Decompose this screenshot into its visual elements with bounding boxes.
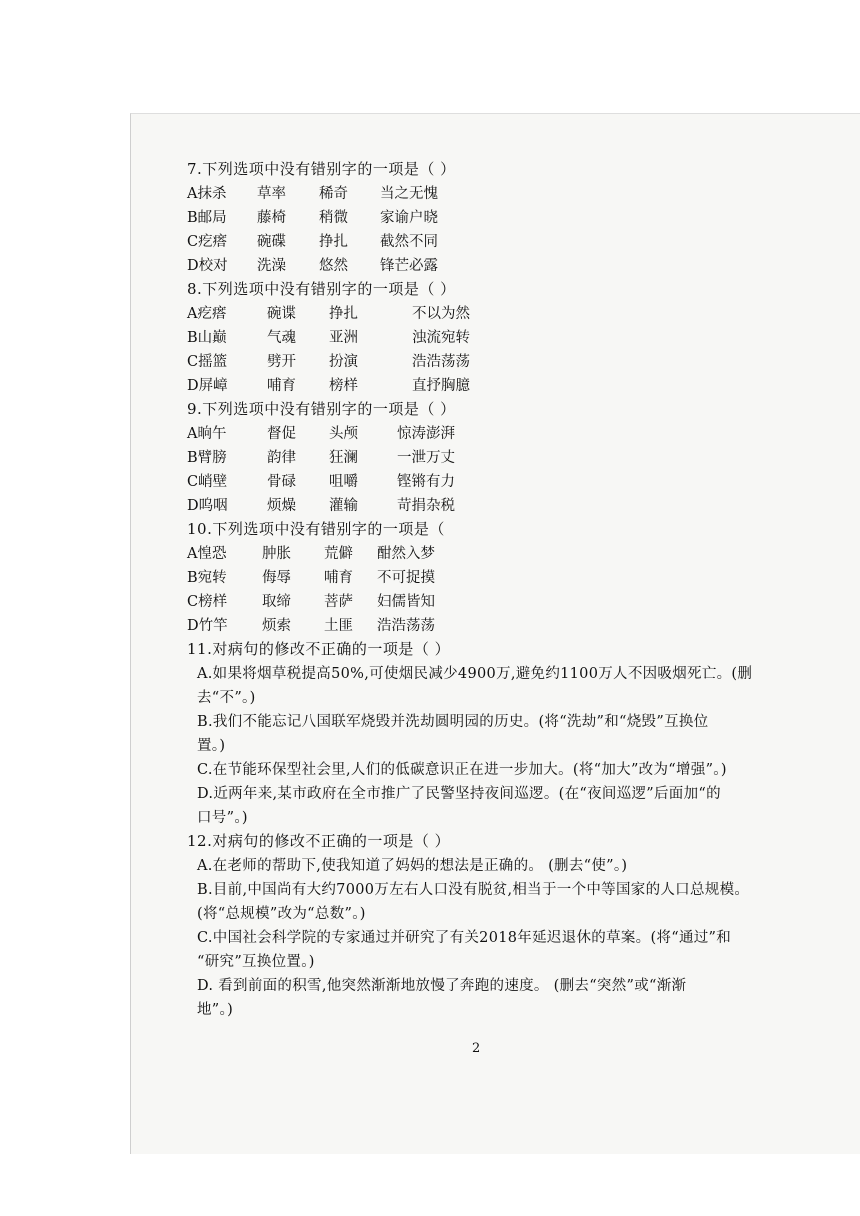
q7-d-word3: 悠然 [319,258,348,274]
q7-b-word4: 家谕户晓 [380,210,438,226]
q9-c-word3: 咀嚼 [329,474,358,490]
q10-b-word3: 哺育 [324,570,353,586]
q8-d-word4: 直抒胸臆 [412,378,470,394]
q7-d-word4: 锋芒必露 [380,258,438,274]
q9-d-word3: 灌输 [329,498,358,514]
q7-a-word2: 草率 [257,186,286,202]
q9-c-word1: C峭壁 [187,474,228,490]
page-number: 2 [472,1041,481,1056]
q9-a-word1: A晌午 [187,426,227,442]
q7-c-word1: C疙瘩 [187,234,228,250]
q8-a-word1: A疙瘩 [187,306,227,322]
q11-title: 11.对病句的修改不正确的一项是（ ） [187,640,451,658]
q10-b-word1: B宛转 [187,570,227,586]
q9-b-word4: 一泄万丈 [397,450,455,466]
q12-title: 12.对病句的修改不正确的一项是（ ） [187,832,451,850]
q8-a-word4: 不以为然 [412,306,470,322]
q10-d-word3: 土匪 [324,618,353,634]
q7-a-word3: 稀奇 [319,186,348,202]
q8-c-word3: 扮演 [329,354,358,370]
q7-b-word1: B邮局 [187,210,227,226]
q8-d-word1: D屏嶂 [187,378,228,394]
q11-option-d-line2: 口号”。) [197,810,248,826]
q10-b-word2: 侮辱 [262,570,291,586]
q9-d-word2: 烦燥 [267,498,296,514]
q10-a-word2: 肿胀 [262,546,291,562]
q7-b-word2: 藤椅 [257,210,286,226]
q8-d-word2: 哺育 [267,378,296,394]
q8-c-word1: C摇篮 [187,354,228,370]
q7-d-word2: 洗澡 [257,258,286,274]
q7-d-word1: D校对 [187,258,228,274]
q10-d-word2: 烦索 [262,618,291,634]
q10-d-word1: D竹竿 [187,618,228,634]
q10-a-word4: 酣然入梦 [377,546,435,562]
q12-option-d-line2: 地”。) [197,1002,234,1018]
q8-d-word3: 榜样 [329,378,358,394]
q10-c-word4: 妇儒皆知 [377,594,435,610]
q7-c-word2: 碗碟 [257,234,286,250]
q7-b-word3: 稍微 [319,210,348,226]
q10-a-word3: 荒僻 [324,546,353,562]
q11-option-d-line1: D.近两年来,某市政府在全市推广了民警坚持夜间巡逻。(在“夜间巡逻”后面加“的 [197,786,721,802]
q9-c-word4: 铿锵有力 [397,474,455,490]
q12-option-b-line2: (将“总规模”改为“总数”。) [197,906,366,922]
q11-option-a-line2: 去“不”。) [197,690,256,706]
q7-c-word4: 截然不同 [380,234,438,250]
q11-option-b-line2: 置。) [197,738,226,754]
q9-d-word4: 苛捐杂税 [397,498,455,514]
q7-c-word3: 挣扎 [319,234,348,250]
q12-option-c-line2: “研究”互换位置。) [197,954,315,970]
q8-b-word2: 气魂 [267,330,296,346]
q10-title: 10.下列选项中没有错别字的一项是（ [187,520,445,538]
q9-title: 9.下列选项中没有错别字的一项是（ ） [187,400,456,418]
q7-a-word4: 当之无愧 [380,186,438,202]
scanned-page [130,113,860,1154]
q9-a-word2: 督促 [267,426,296,442]
q8-b-word1: B山巅 [187,330,227,346]
q12-option-d-line1: D. 看到前面的积雪,他突然渐渐地放慢了奔跑的速度。 (删去“突然”或“渐渐 [197,978,687,994]
q9-b-word3: 狂澜 [329,450,358,466]
q8-title: 8.下列选项中没有错别字的一项是（ ） [187,280,456,298]
q11-option-b-line1: B.我们不能忘记八国联军烧毁并洗劫圆明园的历史。(将“洗劫”和“烧毁”互换位 [197,714,709,730]
q11-option-c: C.在节能环保型社会里,人们的低碳意识正在进一步加大。(将“加大”改为“增强”。) [197,762,727,778]
q10-c-word1: C榜样 [187,594,228,610]
q11-option-a-line1: A.如果将烟草税提高50%,可使烟民减少4900万,避免约1100万人不因吸烟死亡。(删 [197,666,753,682]
q9-d-word1: D呜咽 [187,498,228,514]
q12-option-b-line1: B.目前,中国尚有大约7000万左右人口没有脱贫,相当于一个中等国家的人口总规模。 [197,882,750,898]
q9-a-word3: 头颅 [329,426,358,442]
q7-title: 7.下列选项中没有错别字的一项是（ ） [187,160,456,178]
q10-d-word4: 浩浩荡荡 [377,618,435,634]
q10-c-word2: 取缔 [262,594,291,610]
q8-c-word2: 劈开 [267,354,296,370]
q8-b-word3: 亚洲 [329,330,358,346]
q10-b-word4: 不可捉摸 [377,570,435,586]
q8-b-word4: 浊流宛转 [412,330,470,346]
q9-b-word2: 韵律 [267,450,296,466]
q9-a-word4: 惊涛澎湃 [397,426,455,442]
q7-a-word1: A抹杀 [187,186,227,202]
q10-a-word1: A惶恐 [187,546,227,562]
q12-option-a: A.在老师的帮助下,使我知道了妈妈的想法是正确的。 (删去“使”。) [197,858,628,874]
q9-c-word2: 骨碌 [267,474,296,490]
q8-c-word4: 浩浩荡荡 [412,354,470,370]
q8-a-word2: 碗谍 [267,306,296,322]
q8-a-word3: 挣扎 [329,306,358,322]
q10-c-word3: 菩萨 [324,594,353,610]
q9-b-word1: B臂膀 [187,450,227,466]
q12-option-c-line1: C.中国社会科学院的专家通过并研究了有关2018年延迟退休的草案。(将“通过”和 [197,930,732,946]
